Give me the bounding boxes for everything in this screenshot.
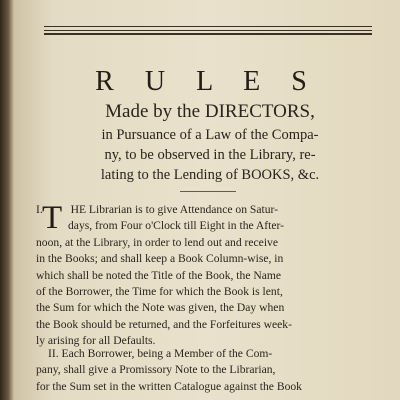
paragraph-line: the Sum for which the Note was given, the Day when <box>36 301 285 315</box>
paragraph-line: of the Borrower, the Time for which the Book is lent, <box>36 285 283 299</box>
paragraph-line: II. Each Borrower, being a Member of the Com- <box>48 347 273 360</box>
rule-paragraph-2 <box>36 346 386 395</box>
paragraph-line: which shall be noted the Title of the Book, the Name <box>36 268 282 282</box>
book-gutter <box>0 0 14 400</box>
rule-paragraph-1 <box>36 202 386 350</box>
drop-cap: T <box>42 200 63 236</box>
separator-rule <box>180 191 236 192</box>
page-heading: R U L E S <box>95 66 319 97</box>
paragraph-line: ly arising for all Defaults. <box>36 334 156 348</box>
paragraph-line: noon, at the Library, in order to lend out and receive <box>36 235 278 249</box>
paragraph-line: pany, shall give a Promissory Note to the Librarian, <box>36 363 276 377</box>
paragraph-number: I. <box>36 203 43 216</box>
top-rule-2 <box>44 30 372 31</box>
paragraph-line <box>36 202 386 218</box>
subtitle-line-3: ny, to be observed in the Library, re- <box>104 147 316 163</box>
subtitle-line-1: Made by the DIRECTORS, <box>105 101 315 122</box>
paragraph-line: days, from Four o'Clock till Eight in the After- <box>68 219 284 233</box>
paragraph-line-text: HE Librarian is to give Attendance on Satur- <box>70 203 279 216</box>
top-rule-thick <box>44 33 372 35</box>
subtitle-line-2: in Pursuance of a Law of the Compa- <box>101 127 319 143</box>
paragraph-line: in the Books; and shall keep a Book Column-wise, in <box>36 252 284 266</box>
book-page <box>14 0 400 400</box>
subtitle-line-4: lating to the Lending of BOOKS, &c. <box>100 167 320 183</box>
top-rule <box>44 26 372 27</box>
paragraph-line: for the Sum set in the written Catalogue against the Book <box>36 379 302 393</box>
paragraph-line: the Book should be returned, and the Forfeitures week- <box>36 317 292 331</box>
